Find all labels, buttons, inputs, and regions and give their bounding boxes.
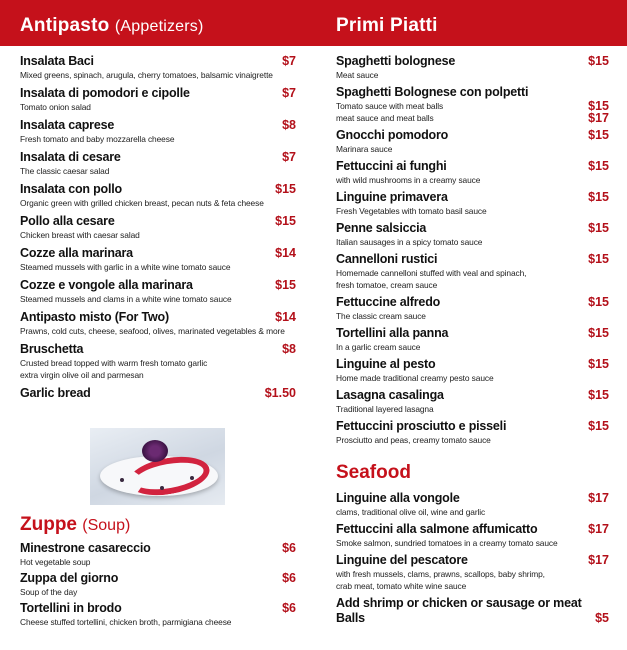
menu-item bbox=[20, 278, 296, 305]
menu-item-name: Pollo alla cesare bbox=[20, 214, 115, 228]
menu-item-header bbox=[336, 295, 609, 310]
menu-item-header bbox=[336, 419, 609, 434]
seafood-list bbox=[336, 491, 609, 630]
menu-item bbox=[336, 221, 609, 248]
primi-heading: Primi Piatti bbox=[336, 15, 438, 36]
menu-item-header bbox=[336, 522, 609, 537]
menu-item-name: Linguine alla vongole bbox=[336, 491, 460, 505]
menu-item-price: $17 bbox=[588, 553, 609, 567]
menu-item-description-row bbox=[336, 69, 609, 81]
menu-item-name: Fettuccini ai funghi bbox=[336, 159, 447, 173]
menu-item-description: clams, traditional olive oil, wine and garlic bbox=[336, 507, 486, 517]
menu-item-description: with fresh mussels, clams, prawns, scallops, baby shrimp, bbox=[336, 569, 545, 579]
menu-item-description-row bbox=[20, 229, 296, 241]
menu-item-description: Organic green with grilled chicken breast, pecan nuts & feta cheese bbox=[20, 198, 264, 208]
menu-item-name: Linguine al pesto bbox=[336, 357, 436, 371]
menu-item-description: Chicken breast with caesar salad bbox=[20, 230, 140, 240]
zuppe-subtitle: (Soup) bbox=[82, 517, 131, 534]
menu-item-description-row bbox=[20, 586, 296, 598]
menu-item-description-row bbox=[20, 197, 296, 209]
zuppe-list bbox=[20, 541, 296, 631]
menu-item-description-row bbox=[20, 165, 296, 177]
menu-item-name: Bruschetta bbox=[20, 342, 84, 356]
menu-item bbox=[336, 252, 609, 291]
menu-item-description-row bbox=[336, 568, 609, 580]
menu-item bbox=[20, 150, 296, 177]
menu-item-name: Cannelloni rustici bbox=[336, 252, 438, 266]
menu-item-header bbox=[336, 221, 609, 236]
menu-item-price: $8 bbox=[282, 342, 296, 356]
menu-item-description: crab meat, tomato white wine sauce bbox=[336, 581, 467, 591]
menu-item-description-row bbox=[20, 616, 296, 628]
menu-item-description-row bbox=[336, 403, 609, 415]
garnish-dot bbox=[160, 486, 164, 490]
menu-item-price: $15 bbox=[588, 388, 609, 402]
menu-item-description: Traditional layered lasagna bbox=[336, 404, 434, 414]
menu-item-description: Homemade cannelloni stuffed with veal and spinach, bbox=[336, 268, 527, 278]
menu-item-description: Fresh tomato and baby mozzarella cheese bbox=[20, 134, 175, 144]
menu-item-description: meat sauce and meat balls bbox=[336, 113, 434, 123]
menu-item bbox=[336, 491, 609, 518]
menu-item-price: $15 bbox=[588, 54, 609, 68]
menu-item-price: $15 bbox=[588, 221, 609, 235]
menu-item-header bbox=[20, 246, 296, 261]
menu-item-header bbox=[20, 214, 296, 229]
menu-item-header bbox=[20, 342, 296, 357]
menu-item-description: Tomato onion salad bbox=[20, 102, 91, 112]
menu-item-description-row bbox=[336, 310, 609, 322]
antipasto-subtitle: (Appetizers) bbox=[114, 18, 204, 35]
antipasto-heading bbox=[20, 15, 204, 37]
menu-item-price: $14 bbox=[275, 246, 296, 260]
garnish-dot bbox=[190, 476, 194, 480]
menu-item-description-row bbox=[336, 100, 609, 112]
menu-item-price: $8 bbox=[282, 118, 296, 132]
menu-item-name: Gnocchi pomodoro bbox=[336, 128, 449, 142]
menu-item-description-row bbox=[336, 174, 609, 186]
menu-item-price: $5 bbox=[595, 611, 609, 625]
menu-item bbox=[20, 310, 296, 337]
menu-item bbox=[20, 182, 296, 209]
menu-item-description: Cheese stuffed tortellini, chicken broth, parmigiana cheese bbox=[20, 617, 232, 627]
garnish bbox=[142, 440, 168, 462]
menu-item bbox=[336, 295, 609, 322]
menu-item-name: Linguine del pescatore bbox=[336, 553, 468, 567]
menu-item-description-row bbox=[20, 69, 296, 81]
menu-item bbox=[336, 54, 609, 81]
menu-item-description-row bbox=[20, 556, 296, 568]
menu-item-header bbox=[336, 553, 609, 568]
menu-item-name: Fettuccini prosciutto e pisseli bbox=[336, 419, 507, 433]
menu-item-name: Insalata di cesare bbox=[20, 150, 121, 164]
menu-item-description-row bbox=[336, 112, 609, 124]
menu-item-price: $15 bbox=[588, 190, 609, 204]
menu-item-header bbox=[20, 541, 296, 556]
menu-item bbox=[336, 388, 609, 415]
menu-item-name: Insalata caprese bbox=[20, 118, 115, 132]
menu-item-header bbox=[336, 252, 609, 267]
menu-item-header bbox=[336, 491, 609, 506]
menu-item bbox=[336, 85, 609, 124]
menu-item-description-row bbox=[20, 357, 296, 369]
menu-item-description: extra virgin olive oil and parmesan bbox=[20, 370, 144, 380]
menu-item-price: $17 bbox=[588, 111, 609, 125]
menu-item-description: Smoke salmon, sundried tomatoes in a creamy tomato sauce bbox=[336, 538, 558, 548]
menu-item-description: Tomato sauce with meat balls bbox=[336, 101, 444, 111]
menu-item-price: $14 bbox=[275, 310, 296, 324]
zuppe-heading bbox=[20, 514, 130, 536]
menu-item bbox=[336, 553, 609, 592]
menu-item-description: with wild mushrooms in a creamy sauce bbox=[336, 175, 481, 185]
menu-item-description: Meat sauce bbox=[336, 70, 379, 80]
menu-item-name: Insalata con pollo bbox=[20, 182, 122, 196]
menu-item bbox=[336, 190, 609, 217]
menu-item-description-row bbox=[336, 279, 609, 291]
menu-item-description-row bbox=[20, 369, 296, 381]
garnish-dot bbox=[120, 478, 124, 482]
menu-item-description-row bbox=[20, 101, 296, 113]
menu-item-description-row bbox=[20, 261, 296, 273]
menu-item-name: Spaghetti Bolognese con polpetti bbox=[336, 85, 529, 99]
menu-item bbox=[336, 128, 609, 155]
menu-item-description: The classic cream sauce bbox=[336, 311, 426, 321]
menu-item bbox=[20, 386, 296, 401]
menu-item-name: Fettuccine alfredo bbox=[336, 295, 441, 309]
menu-item-description-row bbox=[20, 133, 296, 145]
menu-item-price: $17 bbox=[588, 522, 609, 536]
menu-item-name: Add shrimp or chicken or sausage or meat Balls bbox=[336, 596, 582, 625]
menu-item-name: Antipasto misto (For Two) bbox=[20, 310, 169, 324]
menu-item-name: Insalata di pomodori e cipolle bbox=[20, 86, 190, 100]
menu-item-header bbox=[336, 326, 609, 341]
menu-item-header bbox=[20, 150, 296, 165]
menu-item-header bbox=[336, 190, 609, 205]
menu-item-description: Prosciutto and peas, creamy tomato sauce bbox=[336, 435, 491, 445]
menu-item-description-row bbox=[336, 434, 609, 446]
menu-item-price: $7 bbox=[282, 150, 296, 164]
menu-item-header bbox=[336, 596, 609, 626]
menu-item-description-row bbox=[336, 143, 609, 155]
menu-item-header bbox=[20, 310, 296, 325]
menu-item-price: $15 bbox=[275, 278, 296, 292]
menu-item-price: $6 bbox=[282, 541, 296, 555]
menu-item-header bbox=[20, 86, 296, 101]
menu-item bbox=[20, 571, 296, 598]
menu-item bbox=[20, 54, 296, 81]
menu-item-price: $6 bbox=[282, 571, 296, 585]
antipasto-list bbox=[20, 54, 296, 406]
menu-item-name: Penne salsiccia bbox=[336, 221, 427, 235]
menu-item-description: Steamed mussels and clams in a white wine tomato sauce bbox=[20, 294, 232, 304]
menu-item-price: $7 bbox=[282, 54, 296, 68]
menu-item-description-row bbox=[336, 341, 609, 353]
menu-item-price: $15 bbox=[275, 182, 296, 196]
menu-item-price: $17 bbox=[588, 491, 609, 505]
menu-item-name: Cozze e vongole alla marinara bbox=[20, 278, 193, 292]
menu-item-description: Fresh Vegetables with tomato basil sauce bbox=[336, 206, 487, 216]
menu-item-description-row bbox=[336, 205, 609, 217]
menu-item-header bbox=[20, 118, 296, 133]
menu-item-price: $15 bbox=[588, 99, 609, 113]
menu-item-price: $15 bbox=[588, 128, 609, 142]
menu-item bbox=[336, 159, 609, 186]
menu-item-description-row bbox=[336, 537, 609, 549]
menu-item bbox=[20, 246, 296, 273]
menu-item-description-row bbox=[20, 293, 296, 305]
seafood-heading: Seafood bbox=[336, 462, 411, 483]
menu-item-name: Spaghetti bolognese bbox=[336, 54, 456, 68]
menu-item bbox=[20, 541, 296, 568]
menu-item-price: $15 bbox=[588, 295, 609, 309]
menu-item-price: $15 bbox=[588, 252, 609, 266]
menu-item-price: $6 bbox=[282, 601, 296, 615]
menu-item-name: Fettuccini alla salmone affumicatto bbox=[336, 522, 538, 536]
primi-list bbox=[336, 54, 609, 450]
menu-item-description: Crusted bread topped with warm fresh tomato garlic bbox=[20, 358, 208, 368]
menu-item-header bbox=[336, 357, 609, 372]
menu-item bbox=[336, 357, 609, 384]
menu-item-header bbox=[336, 388, 609, 403]
menu-item-name: Tortellini in brodo bbox=[20, 601, 122, 615]
menu-item-description-row bbox=[336, 580, 609, 592]
menu-item bbox=[20, 601, 296, 628]
menu-item-price: $15 bbox=[588, 326, 609, 340]
menu-item-description-row bbox=[336, 236, 609, 248]
menu-item-header bbox=[336, 85, 609, 100]
menu-item-header bbox=[20, 54, 296, 69]
menu-item-description: Steamed mussels with garlic in a white wine tomato sauce bbox=[20, 262, 231, 272]
menu-item-description: Italian sausages in a spicy tomato sauce bbox=[336, 237, 483, 247]
menu-item bbox=[336, 419, 609, 446]
menu-item-name: Minestrone casareccio bbox=[20, 541, 151, 555]
menu-item-description-row bbox=[336, 372, 609, 384]
menu-item-name: Garlic bread bbox=[20, 386, 91, 400]
menu-item-header bbox=[336, 159, 609, 174]
menu-item-description: Home made traditional creamy pesto sauce bbox=[336, 373, 494, 383]
menu-item bbox=[336, 326, 609, 353]
menu-item-name: Lasagna casalinga bbox=[336, 388, 444, 402]
menu-item-price: $15 bbox=[588, 357, 609, 371]
menu-item-price: $15 bbox=[588, 159, 609, 173]
menu-item-description: fresh tomatoe, cream sauce bbox=[336, 280, 438, 290]
antipasto-title: Antipasto bbox=[20, 15, 110, 36]
menu-item bbox=[336, 522, 609, 549]
dish-photo bbox=[90, 428, 225, 505]
menu-item bbox=[20, 118, 296, 145]
menu-item-header bbox=[20, 278, 296, 293]
menu-item-description-row bbox=[336, 506, 609, 518]
menu-item-header bbox=[20, 601, 296, 616]
menu-item bbox=[20, 342, 296, 381]
menu-item-description: Mixed greens, spinach, arugula, cherry tomatoes, balsamic vinaigrette bbox=[20, 70, 273, 80]
menu-item-name: Tortellini alla panna bbox=[336, 326, 449, 340]
menu-item-description: Marinara sauce bbox=[336, 144, 393, 154]
menu-item-header bbox=[20, 182, 296, 197]
menu-item-price: $1.50 bbox=[264, 386, 296, 400]
menu-item-name: Insalata Baci bbox=[20, 54, 94, 68]
menu-item-description: Hot vegetable soup bbox=[20, 557, 91, 567]
menu-item-price: $15 bbox=[275, 214, 296, 228]
menu-item-price: $7 bbox=[282, 86, 296, 100]
menu-item-description: The classic caesar salad bbox=[20, 166, 110, 176]
menu-item-description-row bbox=[336, 267, 609, 279]
menu-item bbox=[336, 596, 609, 626]
menu-item-description: Prawns, cold cuts, cheese, seafood, olives, marinated vegetables & more bbox=[20, 326, 285, 336]
menu-item-header bbox=[336, 128, 609, 143]
menu-item bbox=[20, 214, 296, 241]
menu-item-description: Soup of the day bbox=[20, 587, 78, 597]
menu-item-description: In a garlic cream sauce bbox=[336, 342, 421, 352]
menu-item-name: Linguine primavera bbox=[336, 190, 448, 204]
menu-item-header bbox=[20, 386, 296, 401]
zuppe-title: Zuppe bbox=[20, 514, 77, 535]
menu-item bbox=[20, 86, 296, 113]
menu-item-description-row bbox=[20, 325, 296, 337]
menu-item-price: $15 bbox=[588, 419, 609, 433]
menu-item-name: Cozze alla marinara bbox=[20, 246, 133, 260]
menu-item-header bbox=[20, 571, 296, 586]
menu-item-name: Zuppa del giorno bbox=[20, 571, 119, 585]
menu-item-header bbox=[336, 54, 609, 69]
